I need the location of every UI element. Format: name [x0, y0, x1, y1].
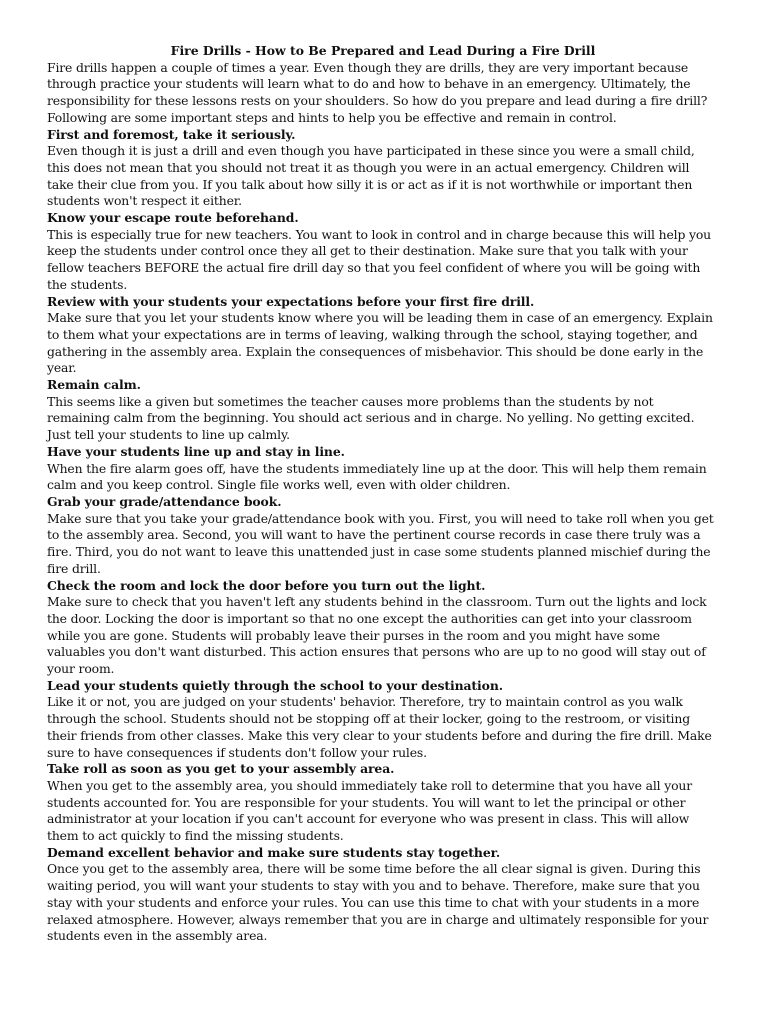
section-body-take-seriously: Even though it is just a drill and even though you have participated in these since you were a small child, this does not mean that you should not treat it as though you were in an actual emergency. Children will take their clue from you. If you talk about how silly it is or act as if it is not worthwhile or important then students won't respect it either. — [47, 143, 695, 209]
section-body-take-roll: When you get to the assembly area, you should immediately take roll to determine that you have all your students accounted for. You are responsible for your students. You will want to let the principal or other administrator at your location if you can't account for everyone who was present in class. This will allow them to act quickly to find the missing students. — [47, 777, 693, 844]
document-page — [47, 43, 719, 945]
section-heading-lead-quietly: Lead your students quietly through the school to your destination. — [47, 677, 503, 693]
section-body-stay-together: Once you get to the assembly area, there will be some time before the all clear signal is given. During this waiting period, you will want your students to stay with you and to behave. Therefore, make sure that you stay with your students and enforce your rules. You can use this time to chat with your students in a more relaxed atmosphere. However, always remember that you are in charge and ultimately responsible for your students even in the assembly area. — [47, 861, 709, 944]
section-heading-attendance-book: Grab your grade/attendance book. — [47, 493, 282, 509]
section-heading-take-roll: Take roll as soon as you get to your assembly area. — [47, 761, 395, 777]
section-body-lead-quietly: Like it or not, you are judged on your students' behavior. Therefore, try to maintain control as you walk through the school. Students should not be stopping off at their locker, going to the restroom, or visiting their friends from other classes. Make this very clear to your students before and during the fire drill. Make sure to have consequences if students don't follow your rules. — [47, 694, 712, 760]
section-heading-lock-door: Check the room and lock the door before you turn out the light. — [47, 577, 486, 593]
section-body-lock-door: Make sure to check that you haven't left any students behind in the classroom. Turn out the lights and lock the door. Locking the door is important so that no one except the authorities can get into your classroom while you are gone. Students will probably leave their purses in the room and you might have some valuables you don't want disturbed. This action ensures that persons who are up to no good will stay out of your room. — [47, 594, 707, 677]
section-heading-remain-calm: Remain calm. — [47, 377, 141, 393]
intro-paragraph: Fire drills happen a couple of times a year. Even though they are drills, they are very important because through practice your students will learn what to do and how to behave in an emergency. Ultimately, the responsibility for these lessons rests on your shoulders. So how do you prepare and lead during a fire drill? Following are some important steps and hints to help you be effective and remain in control. — [47, 59, 708, 125]
section-body-review-expectations: Make sure that you let your students know where you will be leading them in case of an emergency. Explain to them what your expectations are in terms of leaving, walking through the school, staying together, and gathering in the assembly area. Explain the consequences of misbehavior. This should be done early in the year. — [47, 310, 713, 376]
section-heading-stay-together: Demand excellent behavior and make sure students stay together. — [47, 844, 501, 860]
section-heading-line-up: Have your students line up and stay in line. — [47, 443, 345, 459]
section-heading-take-seriously: First and foremost, take it seriously. — [47, 126, 296, 142]
section-heading-escape-route: Know your escape route beforehand. — [47, 210, 299, 226]
section-body-line-up: When the fire alarm goes off, have the students immediately line up at the door. This will help them remain calm and you keep control. Single file works well, even with older children. — [47, 460, 707, 493]
section-heading-review-expectations: Review with your students your expectations before your first fire drill. — [47, 293, 535, 309]
section-body-attendance-book: Make sure that you take your grade/attendance book with you. First, you will need to take roll when you get to the assembly area. Second, you will want to have the pertinent course records in case there truly was a fire. Third, you do not want to leave this unattended just in case some students planned mischief during the fire drill. — [47, 510, 714, 576]
section-body-escape-route: This is especially true for new teachers. You want to look in control and in charge because this will help you keep the students under control once they all get to their destination. Make sure that you talk with your fellow teachers BEFORE the actual fire drill day so that you feel confident of where you will be going with the students. — [47, 226, 711, 292]
section-body-remain-calm: This seems like a given but sometimes the teacher causes more problems than the students by not remaining calm from the beginning. You should act serious and in charge. No yelling. No getting excited. Just tell your students to line up calmly. — [47, 393, 695, 443]
document-title: Fire Drills - How to Be Prepared and Lead During a Fire Drill — [170, 43, 596, 58]
